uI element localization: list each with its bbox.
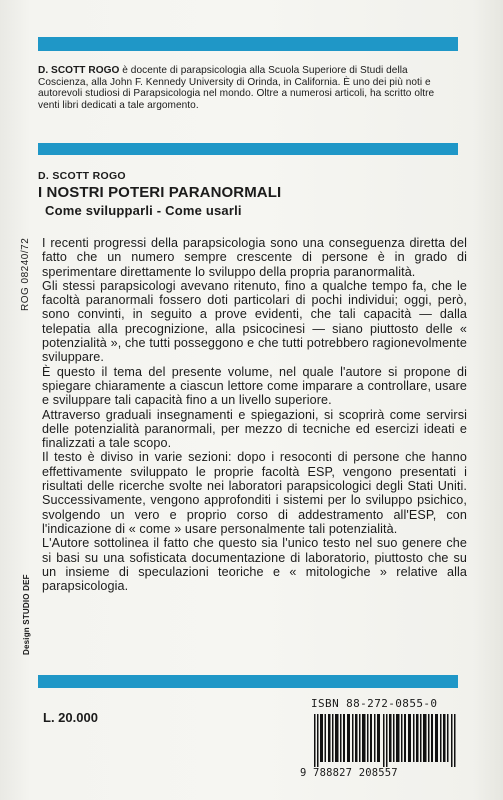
description-paragraph: Il testo è diviso in varie sezioni: dopo i resoconti di persone che hanno effettivamente sviluppato le proprie facoltà ESP, vengono presentati i risultati delle ricerche svolte nei laboratori parapsicologici degli Stati Uniti. Successivamente, vengono approfonditi i sistemi per lo sviluppo psichico, svolgendo un vero e proprio corso di addestramento all'ESP, con l'indicazione di « come » usare personalmente tali potenzialità. (42, 450, 467, 536)
price-label: L. 20.000 (43, 710, 98, 725)
bio-author-name: D. SCOTT ROGO (38, 65, 120, 76)
bio-text: è docente di parapsicologia alla Scuola Superiore di Studi della Coscienza, alla John F. Kennedy University di Orinda, in California. È uno dei più noti e autorevoli studiosi di Parapsicologia nel mondo. Oltre a numerosi articoli, ha scritto oltre venti libri dedicati a tale argomento. (38, 65, 435, 111)
catalog-code: ROG 08240/72 (20, 238, 31, 312)
author-bio (38, 65, 458, 111)
barcode-image (312, 714, 462, 767)
description-paragraph: È questo il tema del presente volume, nel quale l'autore si propone di spiegare chiaramente a ciascun lettore come imparare a controllare, usare e sviluppare tali capacità fino a un livello superiore. (42, 364, 467, 408)
description-paragraph: L'Autore sottolinea il fatto che questo sia l'unico testo nel suo genere che si basi su una sofisticata documentazione di laboratorio, piuttosto che su un insieme di speculazioni teoriche e « mitologiche » relative alla parapsicologia. (42, 536, 467, 594)
barcode-digits: 9 788827 208557 (300, 767, 398, 779)
isbn-number: ISBN 88-272-0855-0 (311, 697, 438, 710)
book-author: D. SCOTT ROGO (38, 170, 126, 182)
bottom-blue-bar (38, 675, 458, 688)
design-credit: Design STUDIO DEF (22, 574, 31, 655)
description-paragraph: I recenti progressi della parapsicologia sono una conseguenza diretta del fatto che un numero sempre crescente di persone è in grado di sperimentare direttamente lo sviluppo della propria paranormalità. (42, 236, 467, 279)
book-subtitle: Come svilupparli - Come usarli (45, 203, 242, 218)
book-description (42, 236, 467, 593)
description-paragraph: Gli stessi parapsicologi avevano ritenuto, fino a qualche tempo fa, che le facoltà paranormali fossero doti particolari di pochi individui; oggi, però, sono convinti, in seguito a prove evidenti, che tali capacità — dalla telepatia alla precognizione, alla psicocinesi — siano piuttosto delle « potenzialità », che tutti posseggono e che tutti potrebbero ragionevolmente sviluppare. (42, 278, 467, 365)
description-paragraph: Attraverso graduali insegnamenti e spiegazioni, si scoprirà come servirsi delle potenzialità paranormali, per mezzo di tecniche ed esercizi ideati e finalizzati a tale scopo. (42, 407, 467, 451)
middle-blue-bar (38, 143, 458, 155)
book-title: I NOSTRI POTERI PARANORMALI (38, 184, 282, 201)
top-blue-bar (38, 37, 458, 51)
